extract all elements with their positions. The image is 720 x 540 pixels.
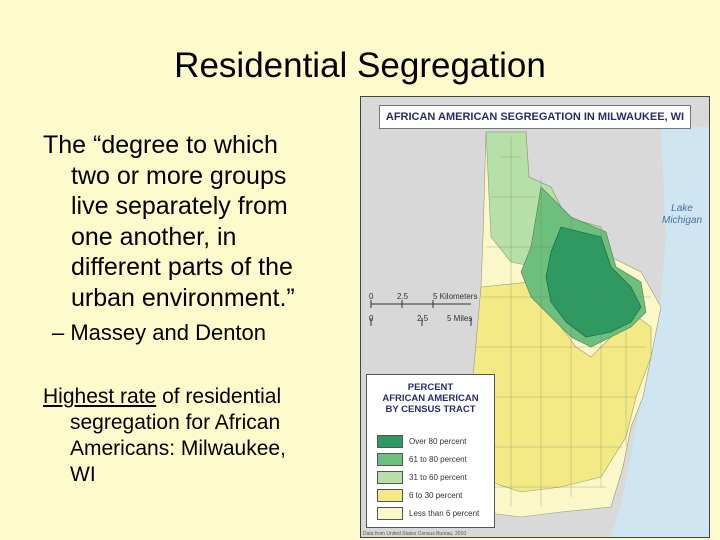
legend-swatch bbox=[377, 435, 403, 448]
segregation-map bbox=[360, 96, 710, 538]
definition-line: The “degree to which bbox=[43, 131, 278, 159]
definition-line: live separately from bbox=[71, 192, 288, 220]
legend-title bbox=[367, 382, 494, 415]
scale-mi-2-5: 2.5 bbox=[417, 314, 429, 323]
legend-item bbox=[377, 468, 479, 486]
milwaukee-bullet bbox=[43, 384, 343, 488]
definition-line: urban environment.” bbox=[71, 283, 295, 312]
scale-km-0: 0 bbox=[369, 292, 374, 301]
legend-label: 6 to 30 percent bbox=[409, 490, 463, 500]
definition-line: different parts of the bbox=[71, 253, 293, 281]
legend-item bbox=[377, 486, 479, 504]
legend-label: 31 to 60 percent bbox=[409, 472, 467, 482]
slide-title: Residential Segregation bbox=[174, 46, 546, 85]
legend-item bbox=[377, 432, 479, 450]
scale-km-5: 5 Kilometers bbox=[433, 292, 478, 301]
map-title: AFRICAN AMERICAN SEGREGATION IN MILWAUKEE, WI bbox=[379, 105, 691, 129]
definition-bullet bbox=[43, 130, 348, 313]
legend-title-line-2: AFRICAN AMERICAN bbox=[382, 393, 479, 404]
legend-swatch bbox=[377, 507, 403, 520]
attribution: – Massey and Denton bbox=[52, 320, 267, 345]
map-source: Data from United States Census Bureau, 2010 bbox=[363, 531, 467, 537]
lake-label-line-1: Lake bbox=[671, 203, 693, 214]
milwaukee-line-4: WI bbox=[70, 463, 96, 486]
milwaukee-line-3: Americans: Milwaukee, bbox=[70, 437, 286, 460]
legend-swatch bbox=[377, 453, 403, 466]
legend-item bbox=[377, 504, 479, 522]
legend-label: 61 to 80 percent bbox=[409, 454, 467, 464]
legend-label: Over 80 percent bbox=[409, 436, 467, 446]
scale-mi-0: 0 bbox=[369, 314, 374, 323]
legend-title-line-1: PERCENT bbox=[407, 382, 454, 393]
underlined-phrase: Highest rate bbox=[43, 385, 157, 408]
lake-label-line-2: Michigan bbox=[661, 215, 703, 226]
legend-item bbox=[377, 450, 479, 468]
legend-swatch bbox=[377, 471, 403, 484]
legend-title-line-3: BY CENSUS TRACT bbox=[385, 404, 476, 415]
definition-line: two or more groups bbox=[71, 161, 287, 190]
definition-line: one another, in bbox=[71, 222, 237, 251]
milwaukee-line-1 bbox=[43, 384, 343, 410]
legend-swatch bbox=[377, 489, 403, 502]
scale-mi-5: 5 Miles bbox=[447, 314, 473, 323]
lake-label bbox=[657, 203, 707, 227]
milwaukee-line-1-rest: of residential bbox=[156, 385, 282, 408]
milwaukee-line-2: segregation for African bbox=[70, 411, 281, 434]
map-legend bbox=[366, 374, 495, 528]
scale-km-2-5: 2.5 bbox=[397, 292, 409, 301]
legend-items bbox=[377, 432, 479, 522]
legend-label: Less than 6 percent bbox=[409, 508, 480, 518]
scale-bar bbox=[367, 292, 487, 332]
